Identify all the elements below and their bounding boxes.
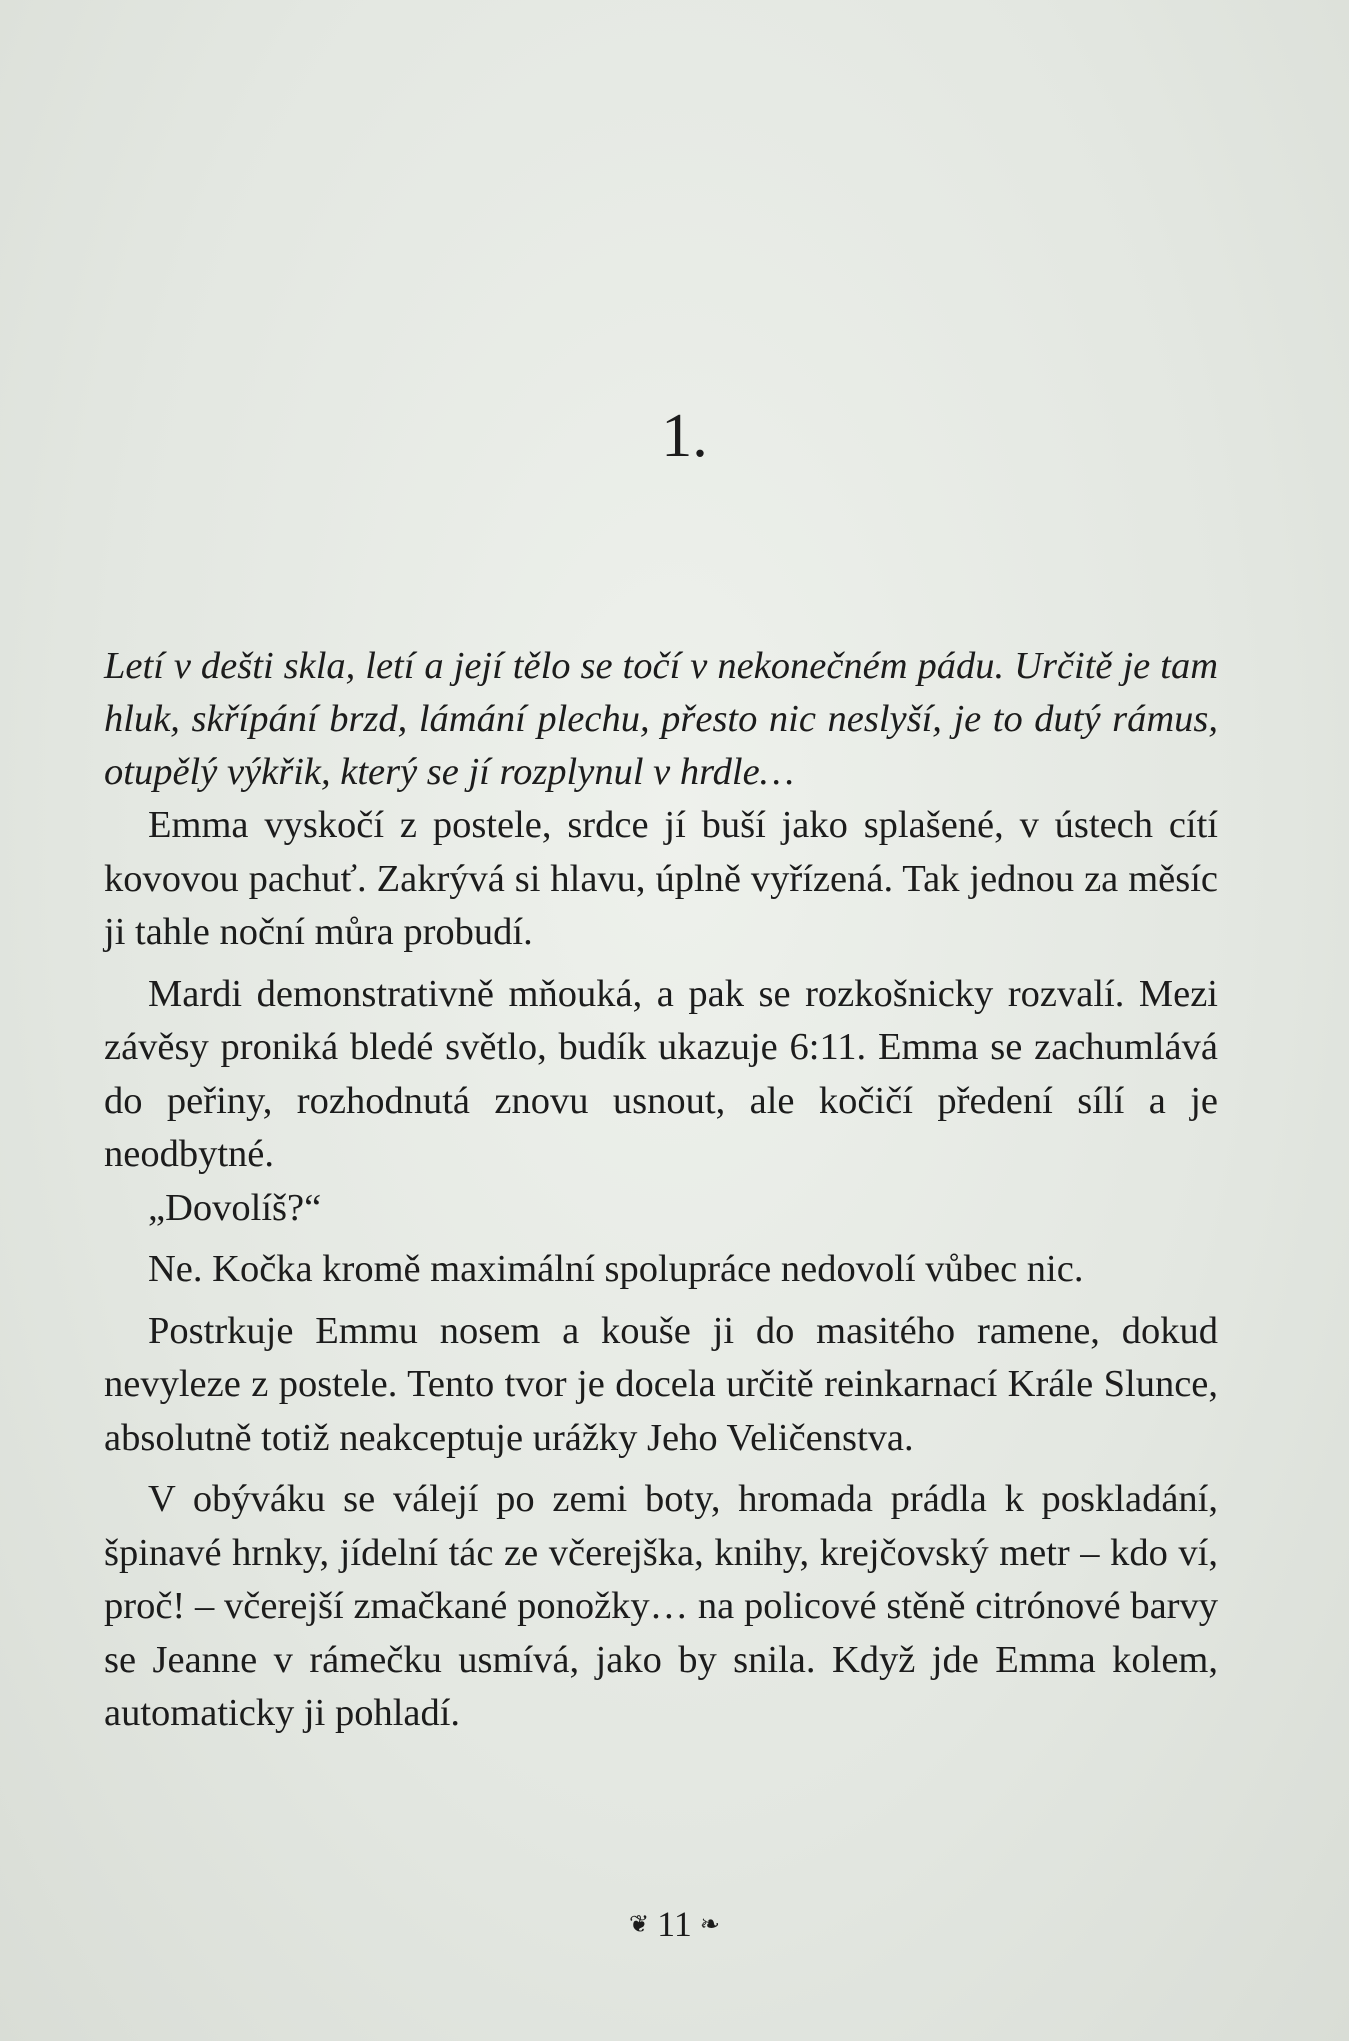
body-text: [104, 640, 1218, 1741]
page-footer: [0, 1906, 1349, 1942]
paragraph: Ne. Kočka kromě maximální spolupráce nedovolí vůbec nic.: [148, 1248, 1084, 1290]
ornament-right-icon: ❧: [699, 1911, 720, 1938]
dialogue-line: „Dovolíš?“: [148, 1186, 322, 1229]
italic-opening-paragraph: Letí v dešti skla, letí a její tělo se točí v nekonečném pádu. Určitě je tam hluk, skřípání brzd, lámání plechu, přesto nic neslyší, je to dutý rámus, otupělý výkřik, který se jí rozplynul v hrdle…: [104, 645, 1218, 793]
chapter-number: 1.: [661, 402, 708, 470]
paragraph: V obýváku se válejí po zemi boty, hromada prádla k poskladání, špinavé hrnky, jídelní tác ze včerejška, knihy, krejčovský metr – kdo ví, proč! – včerejší zmačkané ponožky… na policové stěně citrónové barvy se Jeanne v rámečku usmívá, jako by snila. Když jde Emma kolem, automaticky ji pohladí.: [104, 1478, 1218, 1734]
page-number: 11: [657, 1904, 692, 1944]
paragraph: Emma vyskočí z postele, srdce jí buší jako splašené, v ústech cítí kovovou pachuť. Zakrývá si hlavu, úplně vyřízená. Tak jednou za měsíc ji tahle noční můra probudí.: [104, 804, 1218, 953]
ornament-left-icon: ❦: [629, 1911, 650, 1938]
paragraph: Postrkuje Emmu nosem a kouše ji do masitého ramene, dokud nevyleze z postele. Tento tvor je docela určitě reinkarnací Krále Slunce, absolutně totiž neakceptuje urážky Jeho Veličenstva.: [104, 1309, 1218, 1459]
paragraph: Mardi demonstrativně mňouká, a pak se rozkošnicky rozvalí. Mezi závěsy proniká bledé světlo, budík ukazuje 6:11. Emma se zachumlává do peřiny, rozhodnutá znovu usnout, ale kočičí předení sílí a je neodbytné.: [104, 972, 1218, 1175]
